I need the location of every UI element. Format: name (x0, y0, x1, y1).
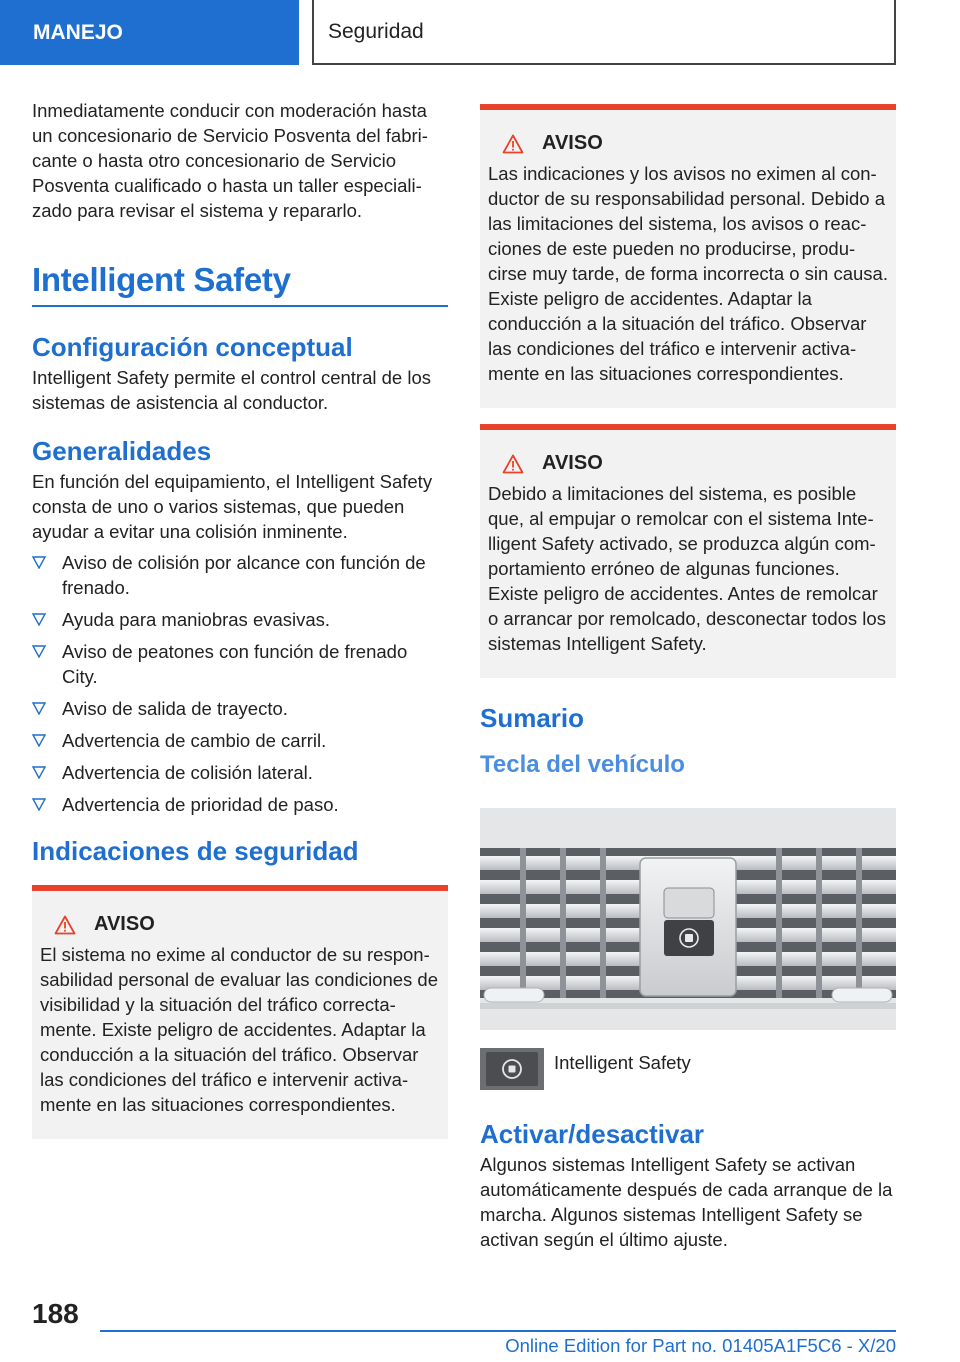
warning-box (480, 424, 896, 678)
warning-title: AVISO (542, 452, 603, 474)
footer-edition: Online Edition for Part no. 01405A1F5C6 - X/20 (505, 1335, 896, 1356)
warning-title: AVISO (542, 132, 603, 154)
triangle-bullet-icon (32, 766, 46, 779)
right-column (480, 104, 896, 1252)
activar-paragraph: Algunos sistemas Intelligent Safety se activan automáticamente después de cada arranque de la marcha. Algunos sistemas Intelligent Safety se activan según el último ajuste. (480, 1154, 893, 1250)
header-title-box (312, 0, 896, 65)
sumario-heading: Sumario (480, 703, 585, 733)
intro-paragraph: Inmediatamente conducir con moderación hasta un concesionario de Servicio Posventa del fabricante o hasta otro concesionario de Servicio Posventa cualificado o hasta un taller especializado para revisar el sistema y repararlo. (32, 100, 428, 221)
left-column (32, 98, 448, 1139)
warning-triangle-icon (502, 134, 524, 154)
list-item: Advertencia de cambio de carril. (32, 728, 448, 753)
triangle-bullet-icon (32, 556, 46, 569)
warning-triangle-icon (54, 915, 76, 935)
list-item: Aviso de salida de trayecto. (32, 696, 448, 721)
page-section-title: Seguridad (328, 19, 424, 43)
warning-box (32, 885, 448, 1139)
safety-button-glyph-icon (500, 1057, 524, 1081)
config-heading: Configuración conceptual (32, 332, 353, 362)
chapter-heading: Intelligent Safety (32, 259, 448, 307)
generalidades-paragraph: En función del equipamiento, el Intelligent Safety consta de uno o varios sistemas, que pueden ayudar a evitar una colisión inminente. (32, 471, 433, 542)
warning-text: Debido a limitaciones del sistema, es posible que, al empujar o remolcar con el sistema Intelligent Safety activado, se produzca algún comportamiento erróneo de algunas funciones. Existe peligro de accidentes. Antes de remolcar o arrancar por remolcado, desconectar todos los sistemas Intelligent Safety. (488, 483, 886, 654)
list-item: Aviso de peatones con función de frenado City. (32, 639, 448, 689)
activar-heading: Activar/desactivar (480, 1119, 705, 1149)
icon-legend-row (480, 1048, 896, 1090)
vehicle-button-image (480, 808, 896, 1030)
safety-heading: Indicaciones de seguridad (32, 836, 359, 866)
list-item: Aviso de colisión por alcance con función de frenado. (32, 550, 448, 600)
warning-triangle-icon (502, 454, 524, 474)
tecla-heading: Tecla del vehículo (480, 751, 685, 778)
triangle-bullet-icon (32, 734, 46, 747)
warning-text: Las indicaciones y los avisos no eximen al conductor de su responsabilidad personal. Debido a las limitaciones del sistema, los avisos o reacciones de este pueden no producirse, producirse muy tarde, de forma incorrecta o sin causa. Existe peligro de accidentes. Adaptar la conducción a la situación del tráfico. Observar las condiciones del tráfico e intervenir activamente en las situaciones correspondientes. (488, 163, 888, 384)
triangle-bullet-icon (32, 645, 46, 658)
config-paragraph: Intelligent Safety permite el control central de los sistemas de asistencia al conductor. (32, 367, 431, 413)
footer-divider (100, 1330, 896, 1332)
triangle-bullet-icon (32, 702, 46, 715)
section-tab (0, 0, 299, 65)
section-label: MANEJO (33, 20, 123, 44)
list-item: Advertencia de colisión lateral. (32, 760, 448, 785)
intelligent-safety-icon (480, 1048, 544, 1090)
generalidades-heading: Generalidades (32, 436, 212, 466)
triangle-bullet-icon (32, 613, 46, 626)
triangle-bullet-icon (32, 798, 46, 811)
warning-title: AVISO (94, 913, 155, 935)
list-item: Ayuda para maniobras evasivas. (32, 607, 448, 632)
system-list (32, 550, 448, 817)
page-number: 188 (32, 1298, 79, 1329)
warning-box (480, 104, 896, 408)
list-item: Advertencia de prioridad de paso. (32, 792, 448, 817)
warning-text: El sistema no exime al conductor de su responsabilidad personal de evaluar las condiciones de visibilidad y la situación del tráfico correctamente. Existe peligro de accidentes. Adaptar la conducción a la situación del tráfico. Observar las condiciones del tráfico e intervenir activamente en las situaciones correspondientes. (40, 944, 439, 1115)
air-vent-illustration (480, 808, 896, 1030)
icon-label: Intelligent Safety (554, 1052, 691, 1073)
